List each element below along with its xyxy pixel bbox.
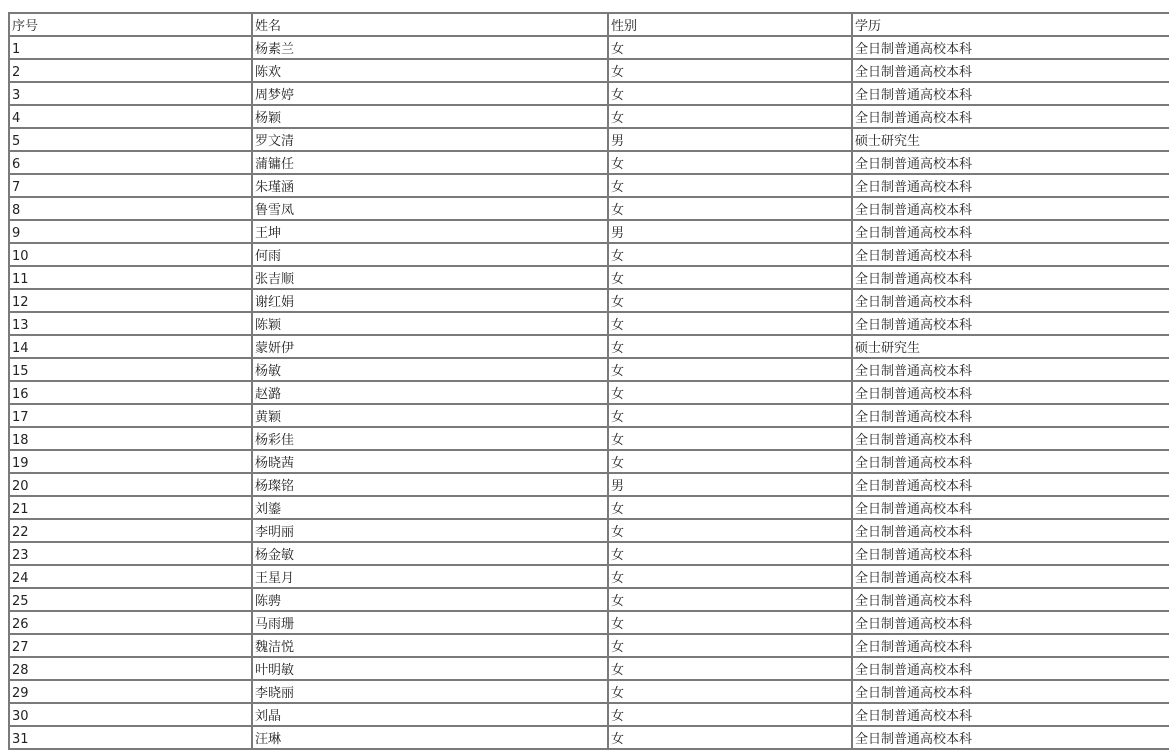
cell-education: 全日制普通高校本科: [852, 36, 1169, 59]
cell-gender: 女: [608, 59, 852, 82]
cell-education: 全日制普通高校本科: [852, 59, 1169, 82]
cell-name: 杨彩佳: [252, 427, 608, 450]
table-row: [9, 473, 1169, 496]
cell-name: 陈欢: [252, 59, 608, 82]
cell-education: 全日制普通高校本科: [852, 404, 1169, 427]
cell-education: 全日制普通高校本科: [852, 197, 1169, 220]
table-row: [9, 36, 1169, 59]
table-row: [9, 151, 1169, 174]
cell-index: 15: [9, 358, 252, 381]
cell-name: 叶明敏: [252, 657, 608, 680]
cell-index: 1: [9, 36, 252, 59]
cell-education: 全日制普通高校本科: [852, 174, 1169, 197]
cell-index: 3: [9, 82, 252, 105]
table-row: [9, 243, 1169, 266]
table-row: [9, 450, 1169, 473]
cell-education: 全日制普通高校本科: [852, 565, 1169, 588]
table-row: [9, 588, 1169, 611]
cell-index: 5: [9, 128, 252, 151]
cell-name: 杨璨铭: [252, 473, 608, 496]
cell-index: 28: [9, 657, 252, 680]
cell-education: 全日制普通高校本科: [852, 266, 1169, 289]
cell-gender: 女: [608, 289, 852, 312]
cell-index: 7: [9, 174, 252, 197]
roster-table: [8, 12, 1169, 750]
cell-education: 硕士研究生: [852, 128, 1169, 151]
cell-name: 马雨珊: [252, 611, 608, 634]
cell-gender: 女: [608, 404, 852, 427]
cell-education: 全日制普通高校本科: [852, 726, 1169, 749]
cell-name: 魏洁悦: [252, 634, 608, 657]
cell-gender: 女: [608, 611, 852, 634]
table-row: [9, 358, 1169, 381]
cell-name: 汪琳: [252, 726, 608, 749]
cell-education: 全日制普通高校本科: [852, 289, 1169, 312]
cell-gender: 女: [608, 519, 852, 542]
cell-gender: 女: [608, 657, 852, 680]
cell-index: 26: [9, 611, 252, 634]
table-row: [9, 105, 1169, 128]
cell-name: 刘鎏: [252, 496, 608, 519]
cell-index: 22: [9, 519, 252, 542]
cell-gender: 男: [608, 128, 852, 151]
cell-name: 谢红娟: [252, 289, 608, 312]
cell-index: 6: [9, 151, 252, 174]
cell-gender: 女: [608, 588, 852, 611]
cell-index: 24: [9, 565, 252, 588]
cell-name: 王坤: [252, 220, 608, 243]
cell-education: 全日制普通高校本科: [852, 427, 1169, 450]
cell-index: 27: [9, 634, 252, 657]
cell-gender: 女: [608, 266, 852, 289]
cell-name: 周梦婷: [252, 82, 608, 105]
cell-gender: 女: [608, 703, 852, 726]
cell-gender: 女: [608, 335, 852, 358]
cell-index: 2: [9, 59, 252, 82]
table-header-row: [9, 13, 1169, 36]
cell-index: 9: [9, 220, 252, 243]
cell-education: 全日制普通高校本科: [852, 680, 1169, 703]
cell-education: 全日制普通高校本科: [852, 381, 1169, 404]
header-cell-name: 姓名: [252, 13, 608, 36]
table-row: [9, 381, 1169, 404]
cell-gender: 女: [608, 174, 852, 197]
cell-index: 16: [9, 381, 252, 404]
table-row: [9, 634, 1169, 657]
cell-index: 21: [9, 496, 252, 519]
roster-table-body: [9, 13, 1169, 749]
cell-name: 杨素兰: [252, 36, 608, 59]
cell-gender: 女: [608, 381, 852, 404]
cell-name: 张吉顺: [252, 266, 608, 289]
cell-index: 10: [9, 243, 252, 266]
cell-name: 黄颖: [252, 404, 608, 427]
table-row: [9, 266, 1169, 289]
table-row: [9, 197, 1169, 220]
table-row: [9, 59, 1169, 82]
cell-education: 全日制普通高校本科: [852, 151, 1169, 174]
cell-name: 蒲镛任: [252, 151, 608, 174]
cell-gender: 女: [608, 358, 852, 381]
table-row: [9, 519, 1169, 542]
cell-gender: 男: [608, 220, 852, 243]
header-cell-gender: 性别: [608, 13, 852, 36]
cell-gender: 女: [608, 36, 852, 59]
cell-name: 李明丽: [252, 519, 608, 542]
cell-gender: 女: [608, 726, 852, 749]
cell-gender: 女: [608, 151, 852, 174]
cell-education: 全日制普通高校本科: [852, 473, 1169, 496]
cell-education: 全日制普通高校本科: [852, 358, 1169, 381]
cell-gender: 男: [608, 473, 852, 496]
cell-name: 何雨: [252, 243, 608, 266]
table-row: [9, 496, 1169, 519]
cell-name: 陈颖: [252, 312, 608, 335]
table-row: [9, 427, 1169, 450]
cell-gender: 女: [608, 427, 852, 450]
cell-index: 29: [9, 680, 252, 703]
cell-index: 11: [9, 266, 252, 289]
cell-index: 8: [9, 197, 252, 220]
header-cell-education: 学历: [852, 13, 1169, 36]
cell-name: 王星月: [252, 565, 608, 588]
cell-name: 杨颖: [252, 105, 608, 128]
cell-gender: 女: [608, 243, 852, 266]
cell-index: 19: [9, 450, 252, 473]
table-row: [9, 220, 1169, 243]
cell-education: 全日制普通高校本科: [852, 703, 1169, 726]
cell-gender: 女: [608, 197, 852, 220]
cell-education: 全日制普通高校本科: [852, 634, 1169, 657]
cell-gender: 女: [608, 565, 852, 588]
cell-name: 杨晓茜: [252, 450, 608, 473]
cell-education: 全日制普通高校本科: [852, 519, 1169, 542]
table-row: [9, 680, 1169, 703]
table-row: [9, 703, 1169, 726]
cell-name: 朱瑾涵: [252, 174, 608, 197]
cell-education: 全日制普通高校本科: [852, 657, 1169, 680]
cell-index: 20: [9, 473, 252, 496]
table-row: [9, 542, 1169, 565]
cell-name: 罗文清: [252, 128, 608, 151]
table-row: [9, 726, 1169, 749]
cell-name: 李晓丽: [252, 680, 608, 703]
cell-gender: 女: [608, 105, 852, 128]
cell-name: 陈骋: [252, 588, 608, 611]
cell-name: 蒙妍伊: [252, 335, 608, 358]
cell-education: 全日制普通高校本科: [852, 588, 1169, 611]
cell-education: 全日制普通高校本科: [852, 105, 1169, 128]
cell-index: 30: [9, 703, 252, 726]
header-cell-index: 序号: [9, 13, 252, 36]
cell-education: 全日制普通高校本科: [852, 496, 1169, 519]
cell-index: 31: [9, 726, 252, 749]
table-row: [9, 82, 1169, 105]
table-row: [9, 128, 1169, 151]
cell-gender: 女: [608, 634, 852, 657]
table-row: [9, 611, 1169, 634]
cell-index: 13: [9, 312, 252, 335]
cell-gender: 女: [608, 496, 852, 519]
table-row: [9, 174, 1169, 197]
cell-index: 14: [9, 335, 252, 358]
cell-name: 赵潞: [252, 381, 608, 404]
cell-index: 12: [9, 289, 252, 312]
table-row: [9, 312, 1169, 335]
cell-index: 25: [9, 588, 252, 611]
cell-name: 杨敏: [252, 358, 608, 381]
cell-gender: 女: [608, 680, 852, 703]
cell-education: 全日制普通高校本科: [852, 450, 1169, 473]
cell-name: 杨金敏: [252, 542, 608, 565]
cell-index: 4: [9, 105, 252, 128]
cell-gender: 女: [608, 450, 852, 473]
cell-education: 硕士研究生: [852, 335, 1169, 358]
cell-index: 23: [9, 542, 252, 565]
cell-name: 鲁雪凤: [252, 197, 608, 220]
cell-gender: 女: [608, 312, 852, 335]
table-row: [9, 289, 1169, 312]
cell-index: 17: [9, 404, 252, 427]
cell-education: 全日制普通高校本科: [852, 611, 1169, 634]
cell-education: 全日制普通高校本科: [852, 82, 1169, 105]
table-row: [9, 657, 1169, 680]
cell-index: 18: [9, 427, 252, 450]
table-row: [9, 335, 1169, 358]
cell-education: 全日制普通高校本科: [852, 243, 1169, 266]
cell-education: 全日制普通高校本科: [852, 312, 1169, 335]
cell-name: 刘晶: [252, 703, 608, 726]
cell-gender: 女: [608, 82, 852, 105]
cell-education: 全日制普通高校本科: [852, 220, 1169, 243]
table-row: [9, 404, 1169, 427]
table-row: [9, 565, 1169, 588]
cell-gender: 女: [608, 542, 852, 565]
cell-education: 全日制普通高校本科: [852, 542, 1169, 565]
